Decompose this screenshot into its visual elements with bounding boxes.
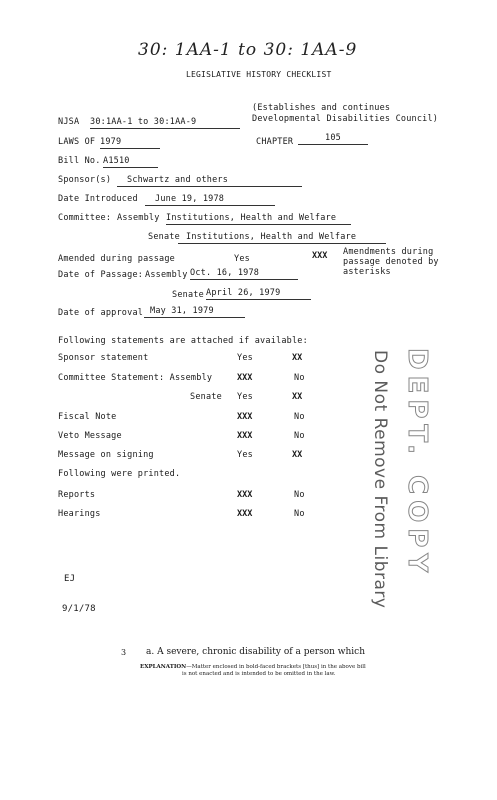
committee-senate-label: Senate (148, 232, 180, 242)
chapter-label: CHAPTER (256, 137, 294, 147)
handwritten-title: 30: 1AA-1 to 30: 1AA-9 (138, 40, 358, 60)
laws-of-value: 1979 (100, 137, 160, 149)
row-yes: Yes (237, 450, 253, 460)
row-label: Fiscal Note (58, 412, 117, 422)
date-of-passage-label: Date of Passage: (58, 270, 144, 280)
date-of-approval-value: May 31, 1979 (144, 306, 245, 318)
date-introduced-label: Date Introduced (58, 194, 138, 204)
explanation-line-1 (140, 664, 366, 670)
initials: EJ (64, 574, 76, 584)
printed-row-no: No (294, 509, 305, 519)
row-no: XX (292, 450, 303, 460)
date-code: 9/1/78 (62, 604, 96, 614)
row-no: No (294, 412, 305, 422)
footer-number: 3 (121, 648, 127, 657)
row-yes: XXX (237, 412, 253, 422)
committee-senate-value: Institutions, Health and Welfare (178, 232, 386, 244)
amended-label: Amended during passage (58, 254, 175, 264)
row-yes: Yes (237, 353, 253, 363)
printed-heading: Following were printed. (58, 469, 181, 479)
row-no: XX (292, 353, 303, 363)
explanation-line-2: is not enacted and is intended to be omitted in the law. (182, 671, 336, 677)
printed-row-no: No (294, 490, 305, 500)
statements-heading: Following statements are attached if available: (58, 336, 308, 346)
row-label: Senate (190, 392, 222, 402)
amended-note: Amendments during passage denoted by asterisks (343, 247, 439, 277)
laws-of-label: LAWS OF (58, 137, 96, 147)
committee-label: Committee: (58, 213, 112, 223)
explanation-text: —Matter enclosed in bold-faced brackets [thus] in the above bill (186, 664, 366, 670)
passage-senate-label: Senate (172, 290, 204, 300)
row-yes: XXX (237, 373, 253, 383)
date-introduced-value: June 19, 1978 (145, 194, 275, 206)
njsa-value: 30:1AA-1 to 30:1AA-9 (90, 117, 240, 129)
passage-assembly-label: Assembly (145, 270, 188, 280)
row-label: Committee Statement: Assembly (58, 373, 213, 383)
bill-description: (Establishes and continues Developmental Disabilities Council) (252, 103, 439, 124)
do-not-remove-stamp: Do Not Remove From Library (370, 350, 390, 609)
bill-value: A1510 (103, 156, 158, 168)
sponsors-value: Schwartz and others (117, 175, 302, 187)
committee-assembly-value: Institutions, Health and Welfare (166, 213, 351, 225)
dept-copy-stamp: DEPT. COPY (402, 348, 432, 579)
row-yes: XXX (237, 431, 253, 441)
row-no: No (294, 431, 305, 441)
printed-row-label: Hearings (58, 509, 101, 519)
printed-row-yes: XXX (237, 490, 253, 500)
row-label: Veto Message (58, 431, 122, 441)
footer-text: a. A severe, chronic disability of a person which (146, 647, 366, 657)
row-yes: Yes (237, 392, 253, 402)
amended-yes: Yes (234, 254, 250, 264)
passage-assembly-value: Oct. 16, 1978 (190, 268, 298, 280)
njsa-label: NJSA (58, 117, 80, 127)
row-label: Message on signing (58, 450, 154, 460)
chapter-value: 105 (298, 133, 368, 145)
printed-row-yes: XXX (237, 509, 253, 519)
explanation-label: EXPLANATION (140, 664, 187, 670)
printed-row-label: Reports (58, 490, 96, 500)
committee-assembly-label: Assembly (117, 213, 160, 223)
row-label: Sponsor statement (58, 353, 149, 363)
sponsors-label: Sponsor(s) (58, 175, 112, 185)
checklist-heading: LEGISLATIVE HISTORY CHECKLIST (186, 70, 332, 79)
row-no: XX (292, 392, 303, 402)
amended-no-crossed: XXX (312, 251, 328, 261)
date-of-approval-label: Date of approval (58, 308, 144, 318)
passage-senate-value: April 26, 1979 (206, 288, 311, 300)
row-no: No (294, 373, 305, 383)
bill-label: Bill No. (58, 156, 101, 166)
